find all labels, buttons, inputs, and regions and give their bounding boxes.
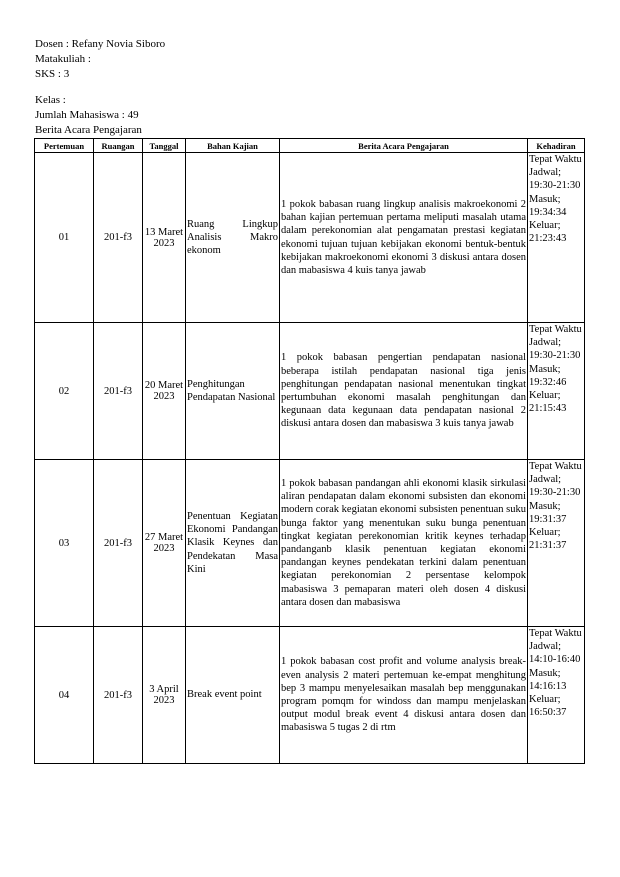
cell-pertemuan: 03 <box>35 460 94 627</box>
header-gap <box>35 82 165 93</box>
cell-bahan-kajian: Penentuan Kegiatan Ekonomi Pandangan Klasik Keynes dan Pendekatan Masa Kini <box>186 460 280 627</box>
cell-bahan-kajian: Penghitungan Pendapatan Nasional <box>186 323 280 460</box>
cell-berita-acara: 1 pokok babasan ruang lingkup analisis makroekonomi 2 bahan kajian pertemuan pertama meliputi masalah utama dalam perekonomian alat pengamatan prestasi kegiatan ekonomi tujuan tujuan kebijakan ekonomi bentuk-bentuk kebijakan makroekonomi ekonomi 3 diskusi antara dosen dan mabasiswa 4 kuis tanya jawab <box>280 153 528 323</box>
col-header-pertemuan: Pertemuan <box>35 139 94 153</box>
cell-ruangan: 201-f3 <box>94 153 143 323</box>
dosen-line: Dosen : Refany Novia Siboro <box>35 38 166 50</box>
table-header-row <box>35 139 585 153</box>
col-header-ruangan: Ruangan <box>94 139 143 153</box>
berita-acara-table <box>34 138 585 764</box>
cell-ruangan: 201-f3 <box>94 627 143 764</box>
col-header-berita-acara: Berita Acara Pengajaran <box>280 139 528 153</box>
cell-tanggal: 20 Maret 2023 <box>143 323 186 460</box>
cell-tanggal: 3 April 2023 <box>143 627 186 764</box>
cell-tanggal: 27 Maret 2023 <box>143 460 186 627</box>
jumlah-mahasiswa-line: Jumlah Mahasiswa : 49 <box>35 109 139 121</box>
cell-tanggal: 13 Maret 2023 <box>143 153 186 323</box>
cell-pertemuan: 01 <box>35 153 94 323</box>
cell-ruangan: 201-f3 <box>94 323 143 460</box>
cell-pertemuan: 02 <box>35 323 94 460</box>
cell-pertemuan: 04 <box>35 627 94 764</box>
cell-bahan-kajian: Break event point <box>186 627 280 764</box>
cell-berita-acara: 1 pokok babasan pandangan ahli ekonomi klasik sirkulasi aliran pendapatan dalam ekonomi subsisten dan ekonomi modern corak kegiatan ekonomi subsisten penentuan suku bunga faktor yang menentukan suku bunga penentuan tingkat kegiatan perekonomian kritik keynes terhadap pandanganb klasik penentuan kegiatan ekonomi pandangan keynes pendekatan terkini dalam penentuan kegiatan perekonomian 2 persentase kelompok mabasiswa 3 pemaparan materi oleh dosen 4 diskusi antara dosen dan mabasiswa <box>280 460 528 627</box>
cell-kehadiran: Tepat Waktu Jadwal; 19:30-21:30 Masuk; 19:32:46 Keluar; 21:15:43 <box>528 323 585 460</box>
berita-acara-title: Berita Acara Pengajaran <box>35 124 142 136</box>
table-row <box>35 153 585 323</box>
table-row <box>35 460 585 627</box>
document-header <box>35 37 165 138</box>
cell-bahan-kajian: Ruang Lingkup Analisis Makro ekonom <box>186 153 280 323</box>
table-row <box>35 323 585 460</box>
matakuliah-line: Matakuliah : <box>35 53 91 65</box>
cell-berita-acara: 1 pokok babasan cost profit and volume analysis break-even analysis 2 materi pertemuan ke-empat menghitung bep 3 mampu menyelesaikan masalah bep menggunakan program pomqm for windoss dan mampu menjelaskan output modul break event 4 diskusi antara dosen dan mabasiswa 5 tugas 2 di rtm <box>280 627 528 764</box>
col-header-kehadiran: Kehadiran <box>528 139 585 153</box>
cell-berita-acara: 1 pokok babasan pengertian pendapatan nasional beberapa istilah pendapatan nasional tiga jenis penghitungan pendapatan nasional menentukan tingkat pertumbuhan ekonomi masalah penghitungan dan kegunaan data kegunaan data pendapatan nasional 2 diskusi antara dosen dan mabasiswa 3 kuis tanya jawab <box>280 323 528 460</box>
cell-kehadiran: Tepat Waktu Jadwal; 19:30-21:30 Masuk; 19:34:34 Keluar; 21:23:43 <box>528 153 585 323</box>
cell-kehadiran: Tepat Waktu Jadwal; 14:10-16:40 Masuk; 14:16:13 Keluar; 16:50:37 <box>528 627 585 764</box>
kelas-line: Kelas : <box>35 94 66 106</box>
col-header-bahan-kajian: Bahan Kajian <box>186 139 280 153</box>
col-header-tanggal: Tanggal <box>143 139 186 153</box>
sks-line: SKS : 3 <box>35 68 70 80</box>
table-row <box>35 627 585 764</box>
cell-ruangan: 201-f3 <box>94 460 143 627</box>
cell-kehadiran: Tepat Waktu Jadwal; 19:30-21:30 Masuk; 19:31:37 Keluar; 21:31:37 <box>528 460 585 627</box>
